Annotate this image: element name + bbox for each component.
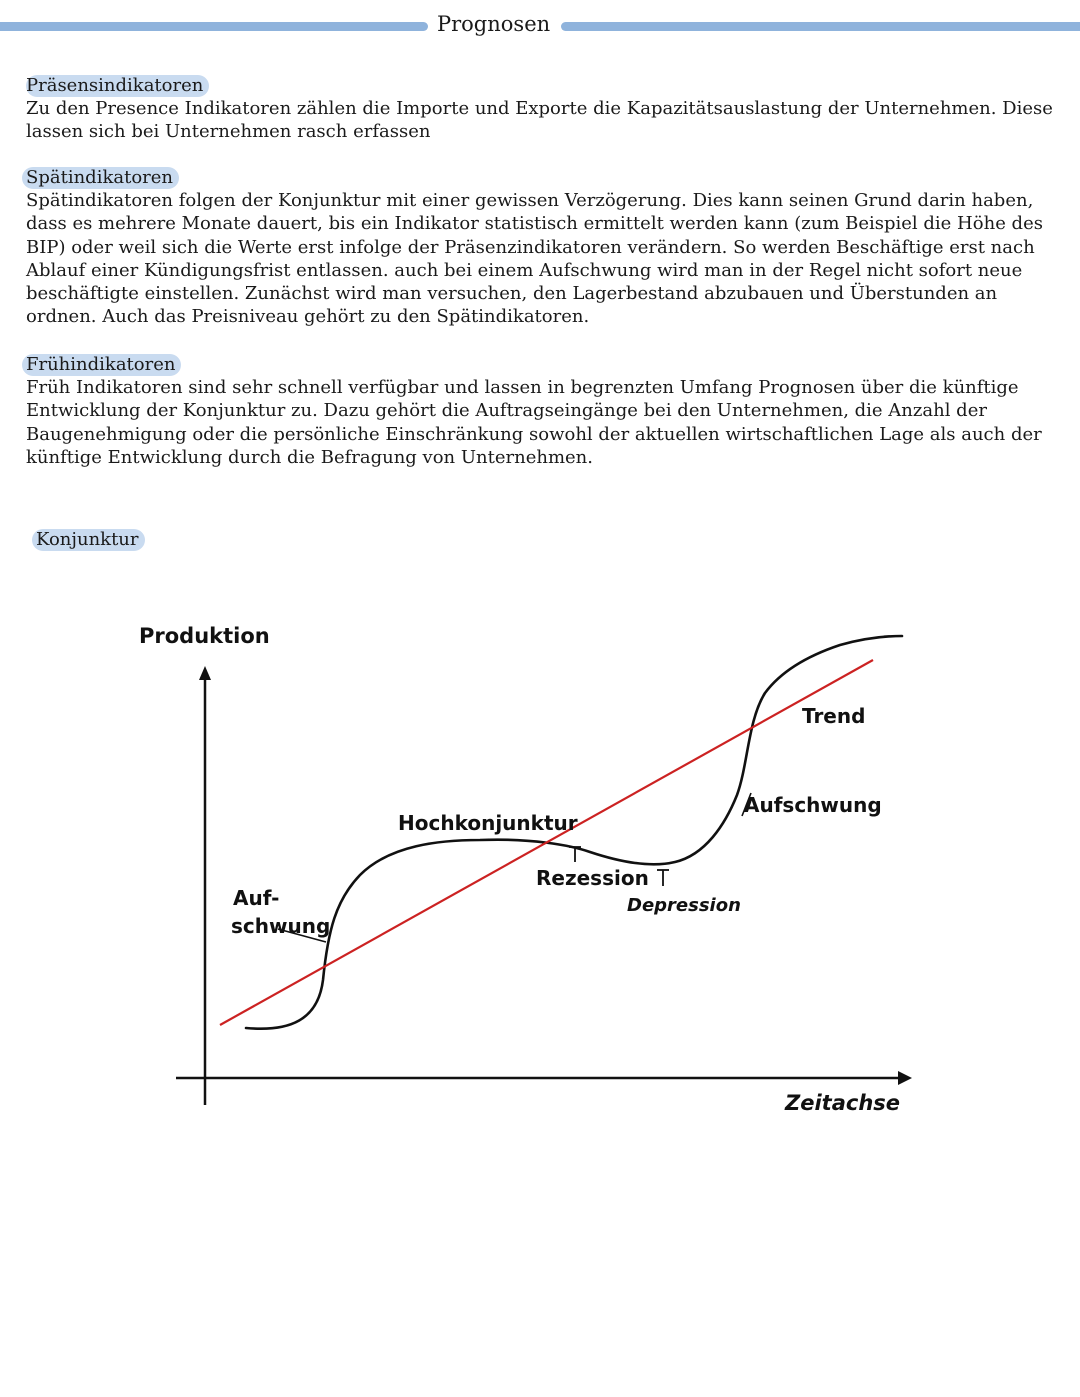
section-praesensindikatoren	[26, 75, 1056, 144]
konjunktur-diagram	[130, 600, 930, 1140]
title-bar	[0, 10, 1080, 42]
x-axis-label: Zeitachse	[785, 1091, 901, 1115]
section-text: Früh Indikatoren sind sehr schnell verfügbar und lassen in begrenzten Umfang Prognosen über die künftige Entwicklung der Konjunktur zu. Dazu gehört die Auftragseingänge bei den Unternehmen, die Anzahl der Baugenehmigung oder die persönliche Einschränkung sowohl der aktuellen wirtschaftlichen Lage als auch der künftige Entwicklung durch die Befragung von Unternehmen.	[26, 377, 1042, 468]
x-axis-arrow	[898, 1071, 912, 1085]
section-konjunktur	[36, 529, 1066, 551]
trend-line	[220, 660, 873, 1025]
section-heading: Präsensindikatoren	[26, 75, 209, 97]
y-axis-arrow	[199, 666, 211, 680]
section-fruehindikatoren	[26, 354, 1056, 469]
section-text: Spätindikatoren folgen der Konjunktur mit einer gewissen Verzögerung. Dies kann seinen Grund darin haben, dass es mehrere Monate dauert, bis ein Indikator statistisch ermittelt werden kann (zum Beispiel die Höhe des BIP) oder weil sich die Werte erst infolge der Präsenzindikatoren verändern. So werden Beschäftige erst nach Ablauf einer Kündigungsfrist entlassen. auch bei einem Aufschwung wird man in der Regel nicht sofort neue beschäftigte einstellen. Zunächst wird man versuchen, den Lagerbestand abzubauen und Überstunden an ordnen. Auch das Preisniveau gehört zu den Spätindikatoren.	[26, 190, 1043, 328]
rezession-label: Rezession	[536, 866, 649, 890]
aufschwung-left-label-line1: Auf-	[233, 886, 280, 910]
trend-label: Trend	[802, 704, 866, 728]
section-heading: Frühindikatoren	[22, 354, 181, 376]
section-heading: Spätindikatoren	[22, 167, 179, 189]
section-heading: Konjunktur	[32, 529, 145, 551]
aufschwung-left-label-line2: schwung	[231, 914, 331, 938]
aufschwung-right-label: Aufschwung	[744, 793, 882, 817]
y-axis-label: Produktion	[139, 624, 270, 648]
depression-label: Depression	[627, 895, 741, 916]
hochkonjunktur-label: Hochkonjunktur	[398, 811, 578, 835]
section-spaetindikatoren	[26, 167, 1056, 329]
title-bar-left-stripe	[0, 22, 428, 31]
title-bar-right-stripe	[561, 22, 1080, 31]
section-text: Zu den Presence Indikatoren zählen die Importe und Exporte die Kapazitätsauslastung der Unternehmen. Diese lassen sich bei Unternehmen rasch erfassen	[26, 98, 1053, 143]
page-title: Prognosen	[437, 12, 551, 36]
